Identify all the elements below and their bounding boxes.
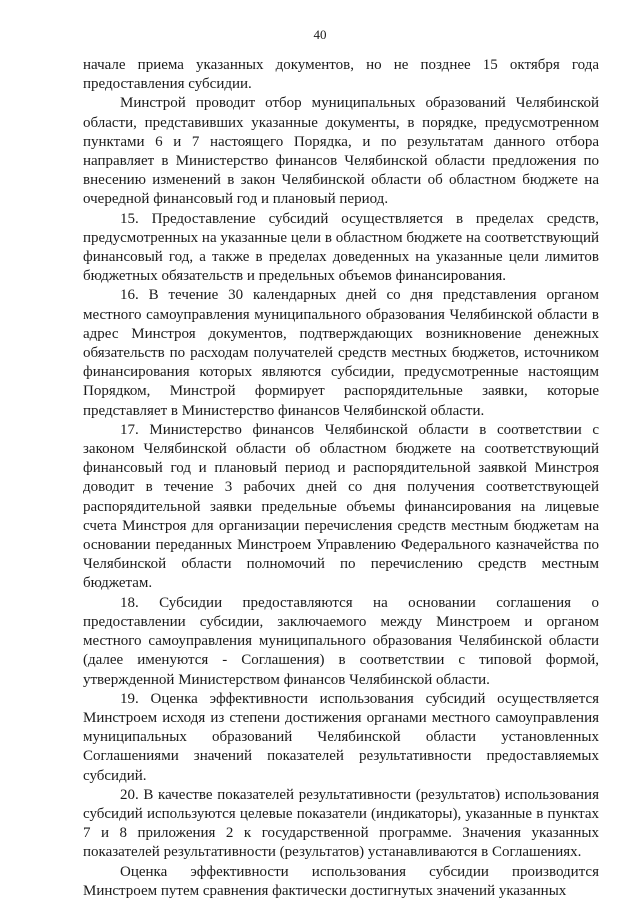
page-number: 40	[313, 27, 327, 42]
document-body	[83, 56, 599, 901]
paragraph-item-20: 20. В качестве показателей результативности (результатов) использования субсидий используются целевые показатели (индикаторы), указанные в пунктах 7 и 8 приложения 2 к государственной программе. Значения указанных показателей результативности (результатов) устанавливаются в Соглашениях.	[83, 786, 599, 861]
paragraph-item-18: 18. Субсидии предоставляются на основании соглашения о предоставлении субсидии, заключаемого между Минстроем и органом местного самоуправления муниципального образования Челябинской области (далее именуются - Соглашения) в соответствии с типовой формой, утвержденной Министерством финансов Челябинской области.	[83, 594, 599, 688]
paragraph-item-15: 15. Предоставление субсидий осуществляется в пределах средств, предусмотренных на указанные цели в областном бюджете на соответствующий финансовый год, а также в пределах доведенных на указанные цели лимитов бюджетных обязательств и предельных объемов финансирования.	[83, 210, 599, 285]
paragraph-item-17: 17. Министерство финансов Челябинской области в соответствии с законом Челябинской области об областном бюджете на соответствующий финансовый год и плановый период и распорядительной заявкой Минстроя доводит в течение 3 рабочих дней со дня получения соответствующей распорядительной заявки предельные объемы финансирования на лицевые счета Минстроя для организации перечисления средств местным бюджетам на основании переданных Минстроем Управлению Федерального казначейства по Челябинской области полномочий по перечислению средств местным бюджетам.	[83, 421, 599, 592]
paragraph-selection: Минстрой проводит отбор муниципальных образований Челябинской области, представивших указанные документы, в порядке, предусмотренном пунктами 6 и 7 настоящего Порядка, и по результатам данного отбора направляет в Министерство финансов Челябинской области предложения по внесению изменений в закон Челябинской области об областном бюджете на очередной финансовый год и плановый период.	[83, 95, 599, 208]
paragraph-continuation: начале приема указанных документов, но не позднее 15 октября года предоставления субсидии.	[83, 57, 599, 93]
paragraph-item-16: 16. В течение 30 календарных дней со дня представления органом местного самоуправления муниципального образования Челябинской области в адрес Минстроя документов, подтверждающих возникновение денежных обязательств по расходам получателей средств местных бюджетов, источником финансирования которых являются субсидии, предусмотренные настоящим Порядком, Минстрой формирует распорядительные заявки, которые представляет в Министерство финансов Челябинской области.	[83, 287, 599, 419]
paragraph-evaluation: Оценка эффективности использования субсидии производится Минстроем путем сравнения фактически достигнутых значений указанных	[83, 863, 599, 899]
paragraph-item-19: 19. Оценка эффективности использования субсидий осуществляется Минстроем исходя из степени достижения органами местного самоуправления муниципальных образований Челябинской области установленных Соглашениями значений показателей результативности предоставляемых субсидий.	[83, 690, 599, 784]
